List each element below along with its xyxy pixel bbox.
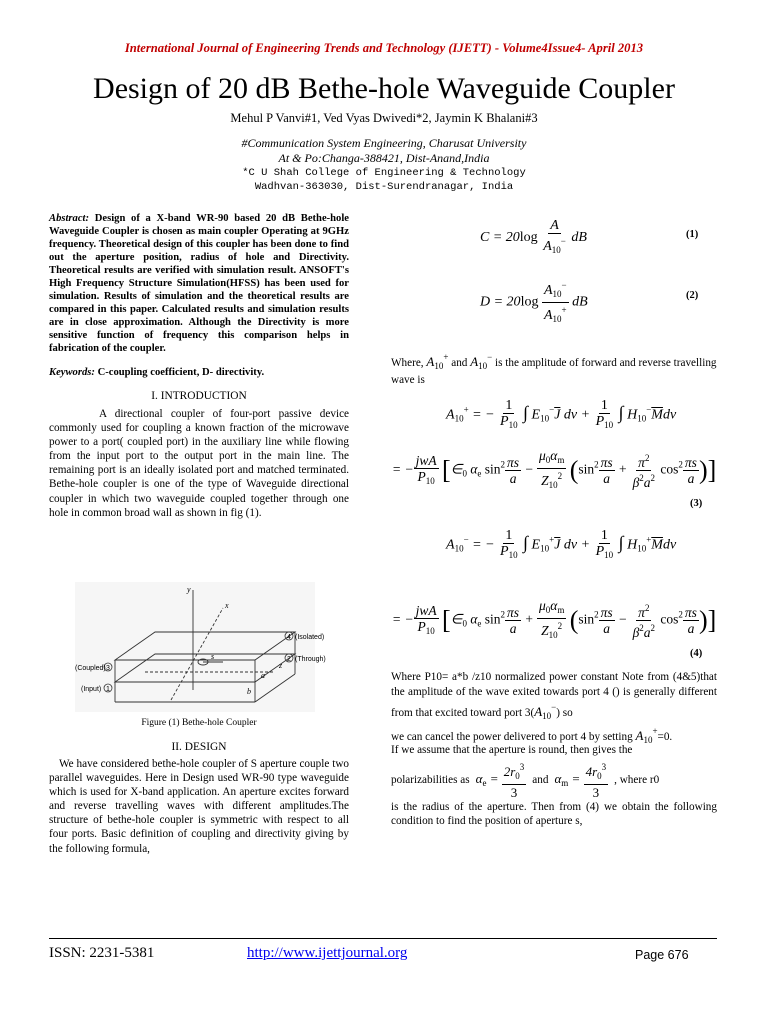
abstract-label: Abstract: [49,213,90,224]
paper-title: Design of 20 dB Bethe-hole Waveguide Coupler [93,72,675,105]
polar-text-b: and [532,774,549,786]
port-3-label: (Coupled) [75,665,106,672]
axis-z-label: z [279,661,283,670]
round-aperture-line: If we assume that the aperture is round, then gives the [391,744,633,756]
equation-4-number: (4) [690,648,703,659]
abstract [49,212,349,355]
equation-3-line-2: = − $\frac{\text{jwA}}{P_{10}}$ [$\in_0$ $\alpha_e$ $\sin^2$ $\frac{\pi s}{a}$ − $\frac{\mu_0\alpha_m}{Z_{10}^2}$ ($\sin^2$ $\frac{\pi s}{a}$ + $\frac{\pi^2}{\beta^2a^2}$ $\cos^2$ $\frac{\pi s}{a}$ )] [392,448,717,490]
axis-x-label: x [225,601,229,610]
section-heading-introduction: I. INTRODUCTION [151,390,247,402]
affiliation-2-line-2: Wadhvan-363030, Dist-Surendranagar, India [254,181,514,193]
dimension-a-label: a [261,671,265,680]
aperture-radius-paragraph: is the radius of the aperture. Then from (4) we obtain the following condition to find the position of aperture s, [391,801,717,827]
cancel-text-a: we can cancel the power delivered to port 4 by setting [391,731,633,743]
introduction-text: A directional coupler of four-port passive device commonly used for coupling a known fraction of the microwave power to a port( coupled port) in the auxiliary line while flowing from the input port to the output port in the main line. The remaining port is an ideally isolated port and matched terminated. Bethe-hole coupler is one of the type of Waveguide directional coupler in which two waveguide coupled together through one hole in common broad wall as shown in fig (1). [49,408,349,519]
keywords-text: C-coupling coefficient, D- directivity. [97,367,265,378]
equation-2-number: (2) [686,290,699,301]
figure-caption: Figure (1) Bethe-hole Coupler [141,718,257,728]
bethe-hole-coupler-figure [75,582,326,712]
equation-3b: $A_{10}^-$ = − $\frac{1}{P_{10}}$ ∫ $E_{10}^+\overline{J}$ dv + $\frac{1}{P_{10}}$ ∫ $H_{10}^+\overline{M}dv$ [446,528,677,560]
where-text-c: is the amplitude of forward and reverse travelling wave is [391,357,717,386]
equation-3-line-1: $A_{10}^+$ = − $\frac{1}{P_{10}}$ ∫ $E_{10}^-\overline{J}$ dv + $\frac{1}{P_{10}}$ ∫ $H_{10}^-\overline{M}dv$ [446,398,677,430]
equation-1: C = 20log $\frac{A}{A_{10}^-}$ dB [480,218,587,255]
power-constant-text-end: ) so [556,707,573,719]
journal-url-link[interactable]: http://www.ijettjournal.org [247,945,408,961]
equation-1-number: (1) [686,229,699,240]
keywords-label: Keywords: [49,367,95,378]
port-2-number: 2 [287,656,291,663]
polarizability-line: polarizabilities as $\alpha_e$ = $\frac{2r_0^3}{3}$ and $\alpha_m$ = $\frac{4r_0^3}{3}$ , where r0 [391,762,660,800]
keywords [49,366,349,379]
where-paragraph: Where, $A_{10}^+$ and $A_{10}^-$ is the amplitude of forward and reverse travelling wave is [391,352,717,386]
design-text: We have considered bethe-hole coupler of S aperture couple two parallel waveguides. Here in Design used WR-90 type waveguide which is used for X-band application. An aperture excites forward and reverse travelling waves with different amplitudes.The structure of bethe-hole coupler is symmetric with respect to all four ports. Basic definition of coupling and directivity giving by the following formula, [49,758,349,855]
affiliation-1-line-2: At & Po:Changa-388421, Dist-Anand,India [278,151,490,165]
equation-3-number: (3) [690,498,703,509]
axis-y-label: y [187,585,191,594]
port-1-number: 1 [106,686,110,693]
issn: ISSN: 2231-5381 [49,945,155,961]
polar-text-a: polarizabilities as [391,774,470,786]
port-2-label: (Through) [295,656,326,663]
where-text-a: Where, [391,357,424,369]
power-constant-text: Where P10= a*b /z10 normalized power constant Note from (4&5)that the amplitude of the wave exited towards port 4 () is generally different from that excited toward port 3( [391,671,717,719]
equation-2: D = 20log $\frac{A_{10}^-}{A_{10}^+}$ dB [480,280,588,324]
polar-text-c: , where r0 [614,774,660,786]
port-4-number: 4 [287,634,291,641]
dimension-s-label: s [211,652,215,661]
footer-divider [49,938,717,939]
author-list: Mehul P Vanvi#1, Ved Vyas Dwivedi*2, Jaymin K Bhalani#3 [230,111,538,125]
abstract-text: Design of a X-band WR-90 based 20 dB Bethe-hole Waveguide Coupler is chosen as main coupler Operating at 9GHz frequency. Theoretical design of this coupler has been done to find out the aperture position, radius of hole and Directivity. Theoretical results are verified with simulation result. ANSOFT's High Frequency Structure Simulation(HFSS) has been used for simulation. Results of simulation and the theoretical results are compared in this paper. Calculated results and simulation results are in close approximation. Although the Directivity is more sensitive function of frequency this comparison helps in fabrication of the coupler. [49,213,350,354]
where-text-b: and [451,357,468,369]
affiliation-2-line-1: *C U Shah College of Engineering & Technology [242,167,526,179]
cancel-text-b: =0. [657,731,673,743]
dimension-b-label: b [247,687,251,696]
cancel-power-line: we can cancel the power delivered to port 4 by setting $A_{10}^+=0$. [391,726,673,745]
port-3-number: 3 [106,665,110,672]
equation-4: = − $\frac{\text{jwA}}{P_{10}}$ [$\in_0$ $\alpha_e$ $\sin^2$ $\frac{\pi s}{a}$ + $\frac{\mu_0\alpha_m}{Z_{10}^2}$ ($\sin^2$ $\frac{\pi s}{a}$ − $\frac{\pi^2}{\beta^2a^2}$ $\cos^2$ $\frac{\pi s}{a}$ )] [392,598,717,640]
port-4-label: (Isolated) [295,634,325,641]
journal-header: International Journal of Engineering Trends and Technology (IJETT) - Volume4Issue4- April 2013 [124,41,644,55]
power-constant-paragraph: Where P10= a*b /z10 normalized power constant Note from (4&5)that the amplitude of the wave exited towards port 4 () is generally different from that excited toward port $3(A_{10}^-)$ so [391,671,717,721]
page-number: Page 676 [635,948,689,962]
section-heading-design: II. DESIGN [171,741,227,753]
port-1-label: (Input) [81,686,102,693]
affiliation-1-line-1: #Communication System Engineering, Charusat University [241,136,527,150]
